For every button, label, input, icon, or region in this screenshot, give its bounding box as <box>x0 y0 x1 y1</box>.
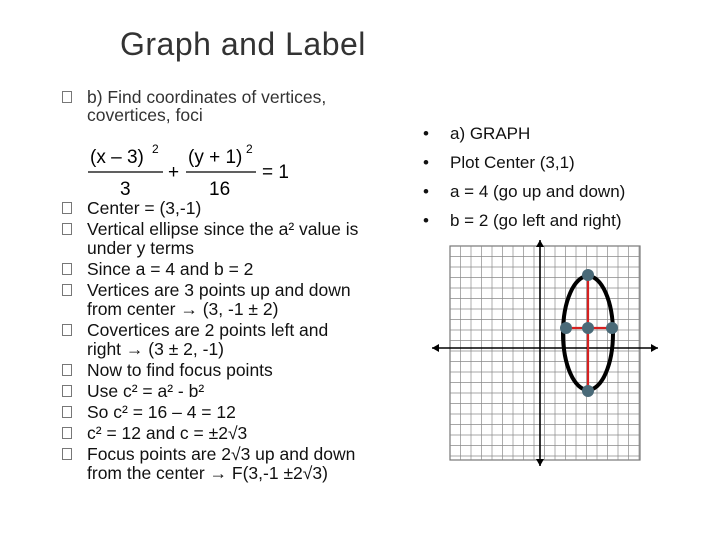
instruction-text: Plot Center (3,1) <box>450 153 575 172</box>
step-text: Center = (3,-1) <box>87 198 202 218</box>
list-item <box>62 281 407 319</box>
list-item <box>423 177 713 206</box>
step-text: Vertices are 3 points up and down <box>87 280 351 300</box>
list-item <box>62 199 407 218</box>
ellipse-graph <box>430 238 660 468</box>
intro-bullet <box>62 88 407 124</box>
bullet-box-icon <box>62 263 72 275</box>
bullet-box-icon <box>62 364 72 376</box>
covertex-left-point <box>560 322 572 334</box>
bullet-box-icon <box>62 406 72 418</box>
bullet-box-icon <box>62 202 72 214</box>
covertex-right-point <box>606 322 618 334</box>
vertex-bottom-point <box>582 385 594 397</box>
step-text-continued: under y terms <box>87 238 194 258</box>
slide-title: Graph and Label <box>120 26 366 62</box>
y-axis-arrow-up-icon <box>536 240 544 247</box>
solution-steps-list <box>62 199 407 485</box>
center-point <box>582 322 594 334</box>
list-item <box>62 403 407 422</box>
equation-denominator-2: 16 <box>209 179 231 200</box>
step-text-continued: right → (3 ± 2, -1) <box>87 339 225 359</box>
step-text: So c² = 16 – 4 = 12 <box>87 402 236 422</box>
bullet-box-icon <box>62 91 72 103</box>
ellipse-equation <box>88 141 308 201</box>
step-text-continued: from the center → F(3,-1 ±2√3) <box>87 463 328 483</box>
intro-block <box>62 88 407 124</box>
bullet-dot-icon: • <box>423 211 429 230</box>
intro-line-2: covertices, foci <box>87 105 203 125</box>
equation-plus: + <box>168 162 180 183</box>
step-text: Vertical ellipse since the a² value is <box>87 219 359 239</box>
list-item <box>62 321 407 359</box>
instruction-text: a = 4 (go up and down) <box>450 182 626 201</box>
x-axis-arrow-left-icon <box>432 344 439 352</box>
step-text: c² = 12 and c = ±2√3 <box>87 423 248 443</box>
list-item <box>62 445 407 483</box>
equation-denominator-1: 3 <box>120 179 131 200</box>
x-axis-arrow-right-icon <box>651 344 658 352</box>
bullet-box-icon <box>62 284 72 296</box>
vertex-top-point <box>582 269 594 281</box>
bullet-dot-icon: • <box>423 153 429 172</box>
step-text-continued: from center → (3, -1 ± 2) <box>87 299 279 319</box>
intro-line-1: b) Find coordinates of vertices, <box>87 87 327 107</box>
bullet-box-icon <box>62 385 72 397</box>
list-item <box>423 119 713 148</box>
equation-equals: = 1 <box>262 162 289 183</box>
step-text: Focus points are 2√3 up and down <box>87 444 356 464</box>
bullet-dot-icon: • <box>423 182 429 201</box>
list-item <box>62 361 407 380</box>
equation-exponent-2: 2 <box>246 142 253 156</box>
equation-numerator-2: (y + 1) <box>188 147 243 168</box>
step-text: Use c² = a² - b² <box>87 381 205 401</box>
equation-exponent-1: 2 <box>152 142 159 156</box>
bullet-box-icon <box>62 223 72 235</box>
bullet-box-icon <box>62 324 72 336</box>
list-item <box>62 260 407 279</box>
bullet-box-icon <box>62 427 72 439</box>
equation-numerator-1: (x – 3) <box>90 147 144 168</box>
bullet-dot-icon: • <box>423 124 429 143</box>
graph-instructions-list <box>423 119 713 235</box>
list-item <box>423 148 713 177</box>
step-text: Now to find focus points <box>87 360 273 380</box>
instruction-text: b = 2 (go left and right) <box>450 211 622 230</box>
step-text: Covertices are 2 points left and <box>87 320 329 340</box>
bullet-box-icon <box>62 448 72 460</box>
list-item <box>62 220 407 258</box>
list-item <box>62 424 407 443</box>
list-item <box>423 206 713 235</box>
instruction-text: a) GRAPH <box>450 124 531 143</box>
list-item <box>62 382 407 401</box>
step-text: Since a = 4 and b = 2 <box>87 259 254 279</box>
y-axis-arrow-down-icon <box>536 459 544 466</box>
